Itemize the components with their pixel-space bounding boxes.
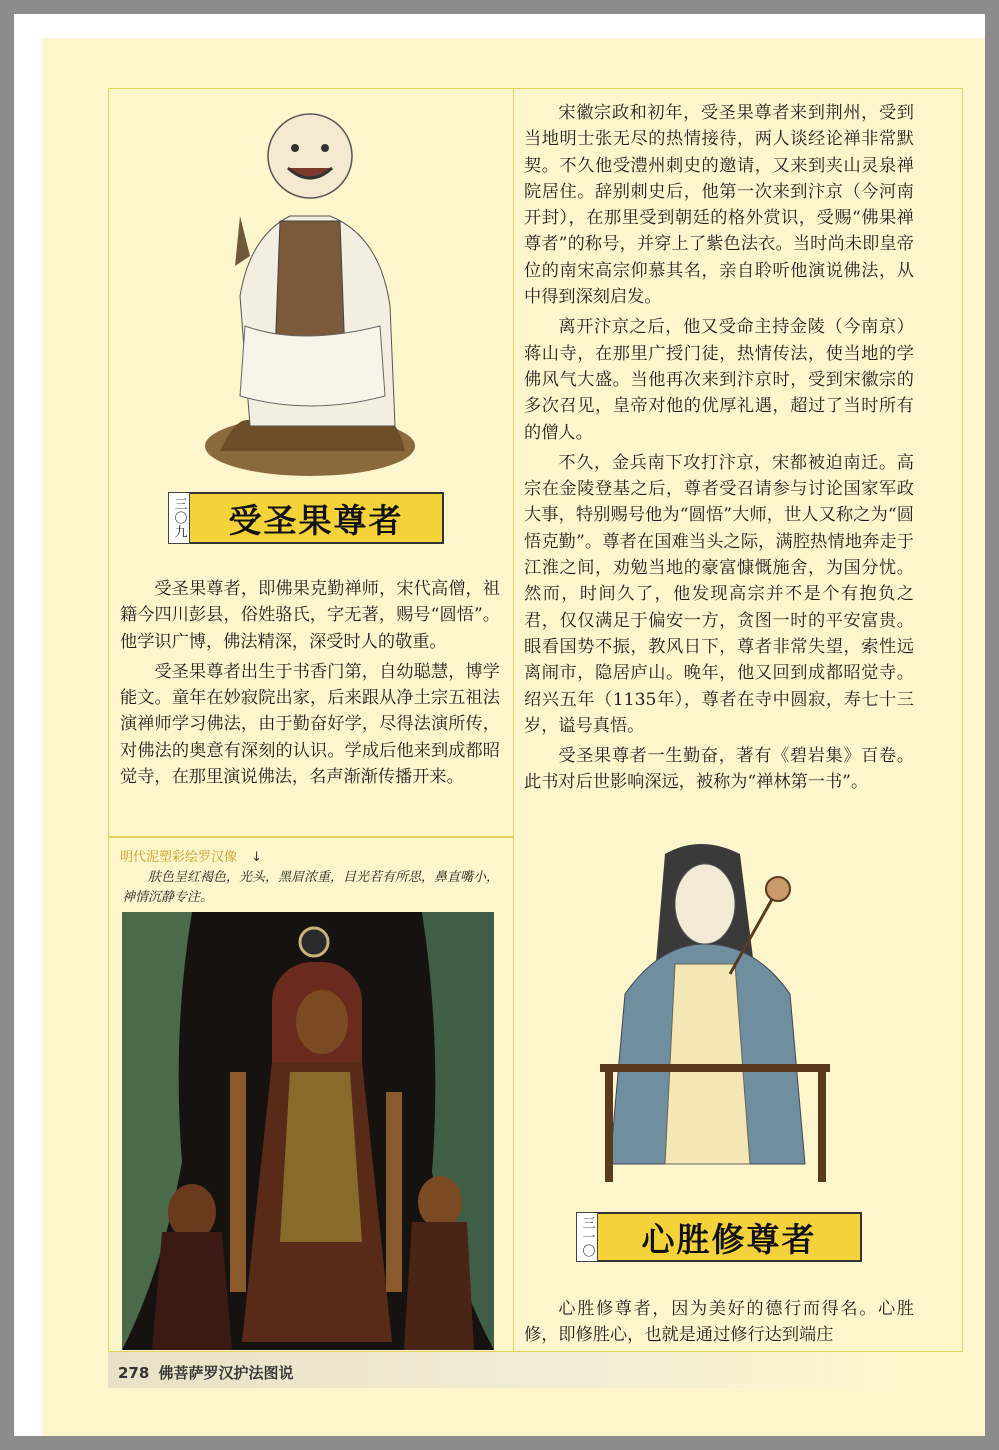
book-title: 佛菩萨罗汉护法图说 (158, 1364, 294, 1382)
clay-arhat-photo (122, 912, 494, 1350)
arhat-309-text (120, 576, 500, 790)
paragraph: 心胜修尊者，因为美好的德行而得名。心胜修，即修胜心，也就是通过修行达到端庄 (524, 1299, 914, 1346)
arhat-310-number: 三一〇 (576, 1212, 598, 1262)
paragraph: 受圣果尊者一生勤奋，著有《碧岩集》百卷。此书对后世影响深远，被称为“禅林第一书”。 (524, 746, 914, 793)
photo-caption-body: 肤色呈红褐色，光头，黑眉浓重，目光若有所思，鼻直嘴小，神情沉静专注。 (122, 870, 500, 905)
arhat-309-illustration (180, 96, 440, 482)
arhat-309-title-plate (168, 492, 444, 544)
arhat-310-illustration (580, 834, 850, 1194)
paragraph: 离开汴京之后，他又受命主持金陵（今南京）蒋山寺，在那里广授门徒，热情传法，使当地的学佛风气大盛。当他再次来到汴京时，受到宋徽宗的多次召见，皇帝对他的优厚礼遇，超过了当时所有的僧人。 (524, 317, 914, 443)
arhat-310-title-plate (576, 1212, 862, 1262)
arhat-309-name: 受圣果尊者 (190, 492, 444, 544)
arhat-310-name: 心胜修尊者 (598, 1212, 862, 1262)
paragraph: 受圣果尊者，即佛果克勤禅师，宋代高僧，祖籍今四川彭县，俗姓骆氏，字无著，赐号“圆悟”。他学识广博，佛法精深，深受时人的敬重。 (120, 579, 500, 652)
photo-caption-title-text: 明代泥塑彩绘罗汉像 (120, 850, 238, 865)
arrow-down-icon: ↓ (251, 850, 263, 865)
paragraph: 不久，金兵南下攻打汴京，宋都被迫南迁。高宗在金陵登基之后，尊者受召请参与讨论国家军政大事，特别赐号他为“圆悟”大师，世人又称之为“圆悟克勤”。尊者在国难当头之际，满腔热情地奔走于江淮之间，劝勉当地的豪富慷慨施舍，为国分忧。然而，时间久了，他发现高宗并不是个有抱负之君，仅仅满足于偏安一方，贪图一时的平安富贵。眼看国势不振，教风日下，尊者非常失望，索性远离闹市，隐居庐山。晚年，他又回到成都昭觉寺。绍兴五年（1135年），尊者在寺中圆寂，寿七十三岁，谥号真悟。 (524, 452, 914, 736)
footer (118, 1362, 294, 1383)
page-number: 278 (118, 1364, 150, 1382)
paragraph: 受圣果尊者出生于书香门第，自幼聪慧，博学能文。童年在妙寂院出家，后来跟从净土宗五祖法演禅师学习佛法，由于勤奋好学，尽得法演所传，对佛法的奥意有深刻的认识。学成后他来到成都昭觉寺，在那里演说佛法，名声渐渐传播开来。 (120, 661, 500, 788)
paragraph: 宋徽宗政和初年，受圣果尊者来到荆州，受到当地明士张无尽的热情接待，两人谈经论禅非常默契。不久他受澧州刺史的邀请，又来到夹山灵泉禅院居住。辞别刺史后，他第一次来到汴京（今河南开封），在那里受到朝廷的格外赏识，受赐“佛果禅尊者”的称号，并穿上了紫色法衣。当时尚未即皇帝位的南宋高宗仰慕其名，亲自聆听他演说佛法，从中得到深刻启发。 (524, 103, 914, 308)
arhat-310-text (524, 1296, 914, 1349)
photo-caption-title (120, 846, 262, 865)
arhat-309-number: 三〇九 (168, 492, 190, 544)
arhat-309-continued-text (524, 100, 914, 796)
